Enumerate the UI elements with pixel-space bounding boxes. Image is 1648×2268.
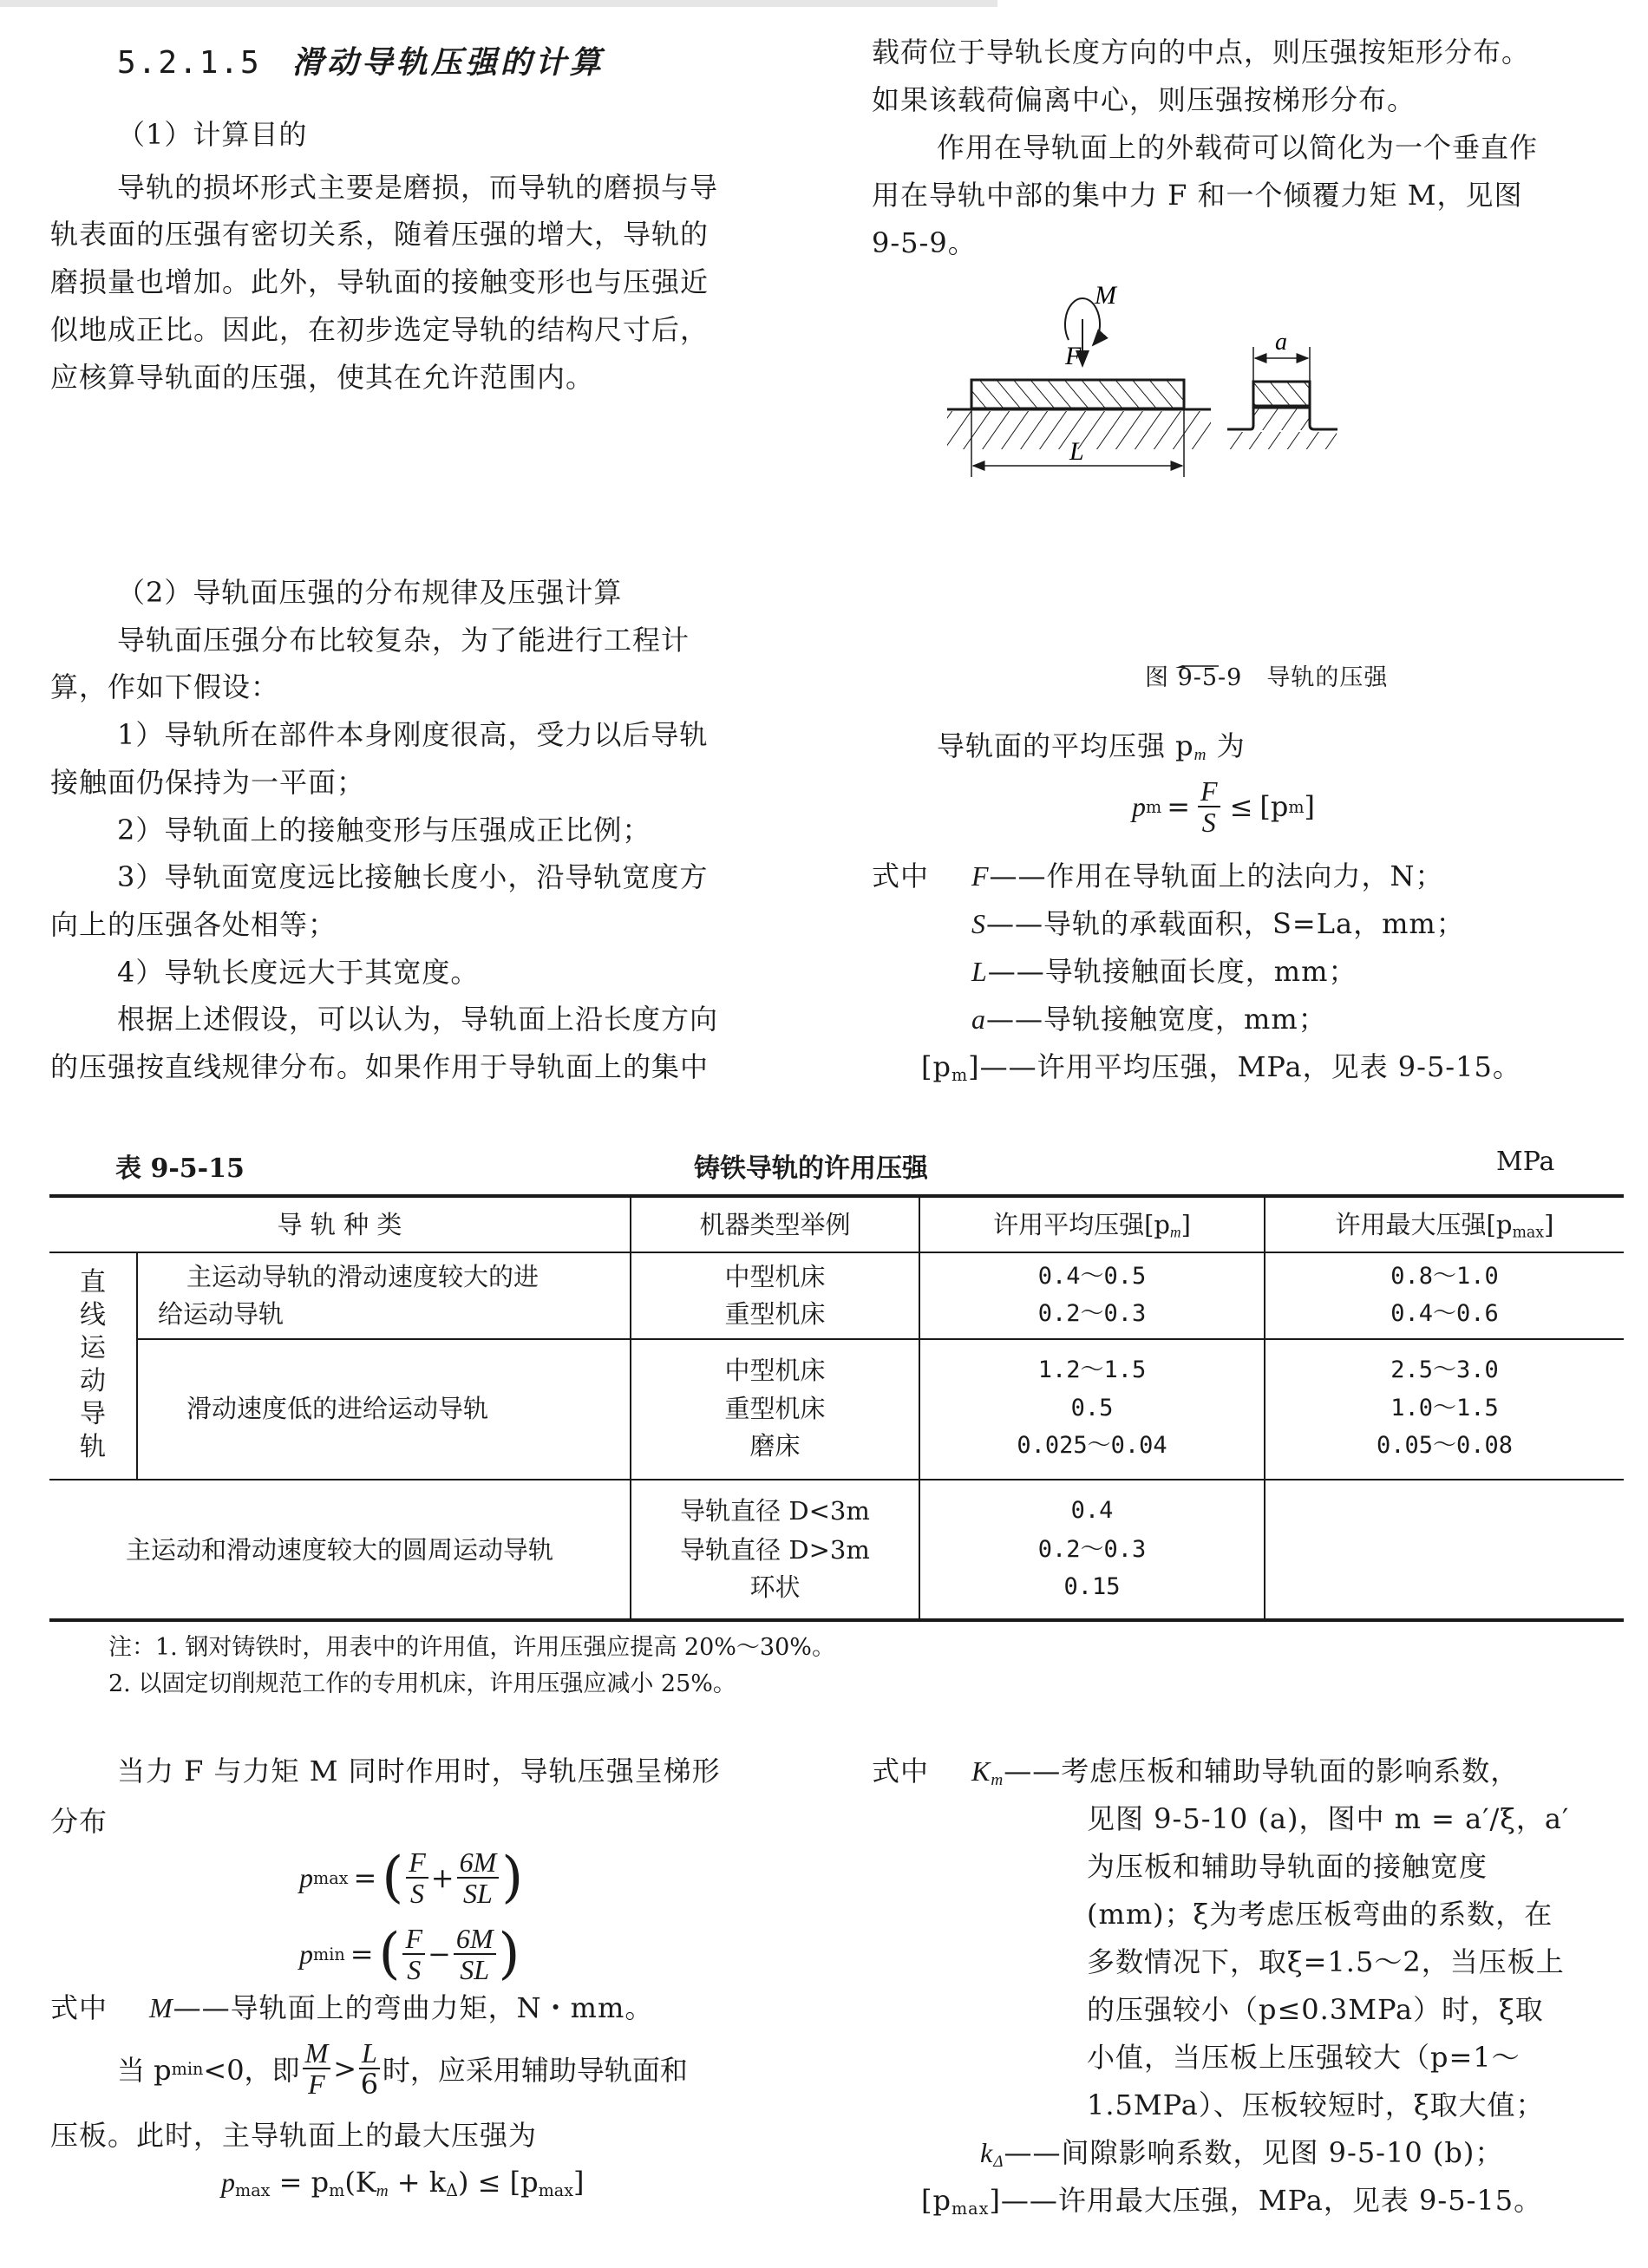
cond-post: 时，应采用辅助导轨面和 [382, 2054, 688, 2087]
f-lhs-sub: m [1146, 796, 1162, 817]
label-length: L [1069, 437, 1084, 466]
def-sym-sub: max [951, 2198, 990, 2219]
scan-edge-bar [0, 0, 997, 7]
row2-machine: 中型机床 [724, 1356, 826, 1385]
frac-den: F [308, 2069, 325, 2100]
assumption-1-cont: 接触面仍保持为一平面； [50, 766, 366, 799]
frac-num: 6M [457, 1847, 500, 1879]
row2-pmax: 0.05～0.08 [1376, 1432, 1514, 1459]
def-text: ——导轨面上的弯曲力矩，N・mm。 [173, 1991, 654, 2024]
def-pmax [921, 2183, 1542, 2226]
header-guide-type: 导 轨 种 类 [277, 1210, 402, 1239]
para1-line: 似地成正比。因此，在初步选定导轨的结构尺寸后， [50, 313, 710, 346]
frac-den: S [410, 1878, 425, 1909]
row2-machine: 磨床 [749, 1431, 801, 1461]
label-moment: M [1095, 281, 1116, 310]
def-Km-cont: (mm)；ξ为考虑压板弯曲的系数，在 [1087, 1898, 1553, 1931]
avg-intro-end: 为 [1207, 729, 1246, 762]
def-sym-sub: m [991, 1770, 1004, 1789]
frac-num: M [303, 2038, 331, 2069]
def-Km-cont: 小值，当压板上压强较大（p=1～ [1087, 2041, 1520, 2074]
where-label: 式中 [872, 859, 930, 892]
para-cont-line: 载荷位于导轨长度方向的中点，则压强按矩形分布。 [872, 36, 1531, 69]
cond-mid: <0，即 [203, 2054, 300, 2087]
trap-intro: 当力 F 与力矩 M 同时作用时，导轨压强呈梯形 [117, 1755, 721, 1788]
para2-line: 算，作如下假设： [50, 670, 280, 703]
rail-body [971, 380, 1184, 409]
ff-d-sub: Δ [446, 2180, 458, 2200]
table-note-1: 注：1. 钢对铸铁时，用表中的许用值，许用压强应提高 20%～30%。 [108, 1634, 835, 1661]
where-label-Km: 式中 [872, 1755, 930, 1788]
row3-pm: 0.2～0.3 [1037, 1536, 1147, 1563]
frac-den: S [407, 1954, 422, 1985]
def-text: ——许用最大压强，MPa，见表 9-5-15。 [1000, 2184, 1543, 2217]
avg-intro-sub: m [1193, 745, 1207, 764]
fraction-M-F [303, 2038, 331, 2099]
frac-num: F [406, 1847, 428, 1879]
fraction [454, 1924, 496, 1984]
def-text: ——导轨接触宽度，mm； [986, 1003, 1327, 1036]
row3-pm: 0.4 [1070, 1497, 1114, 1524]
def-text: ——导轨接触面长度，mm； [987, 955, 1357, 988]
frac-num: F [1198, 776, 1220, 807]
ff-c-sub: m [376, 2181, 389, 2200]
def-text: ——许用平均压强，MPa，见表 9-5-15。 [979, 1050, 1521, 1083]
def-sym-end: ] [968, 1050, 980, 1083]
section-number: 5.2.1.5 [117, 45, 261, 81]
para3-line: 根据上述假设，可以认为，导轨面上沿长度方向 [117, 1003, 719, 1036]
row1-machine: 中型机床 [724, 1262, 826, 1291]
frac-num: 6M [454, 1924, 496, 1955]
row2-type: 滑动速度低的进给运动导轨 [186, 1394, 489, 1423]
formula-pm: p m = $\frac{F}{S}$ ≤ [p m ] [1132, 775, 1316, 838]
frac-num: F [402, 1924, 425, 1955]
cond-pre-sub: min [171, 2058, 204, 2079]
condition-line [117, 2038, 688, 2099]
ff-f: ] [573, 2166, 585, 2199]
subheading-purpose: （1）计算目的 [117, 118, 308, 151]
header-max-pressure: 许用最大压强$[p_{max}]$ [1335, 1210, 1554, 1242]
def-sym: a [971, 1003, 986, 1035]
f-op: − [428, 1938, 451, 1971]
table-title: 铸铁导轨的许用压强 [694, 1154, 928, 1184]
para1-line: 轨表面的压强有密切关系，随着压强的增大，导轨的 [50, 218, 710, 251]
frac-den: SL [463, 1878, 493, 1909]
header-text: 许用平均压强[p [993, 1210, 1170, 1239]
def-Km-cont: 为压板和辅助导轨面的接触宽度 [1087, 1850, 1488, 1883]
row2-pmax: 1.0～1.5 [1390, 1395, 1499, 1422]
ff-a: p [221, 2167, 235, 2198]
table-number: 表 9-5-15 [115, 1154, 245, 1184]
row2-machine: 重型机床 [724, 1394, 826, 1423]
fraction [457, 1847, 500, 1908]
ff-a-sub: max [235, 2180, 271, 2200]
assumption-1: 1）导轨所在部件本身刚度很高，受力以后导轨 [117, 718, 709, 751]
formula-pmin: p min = ( $\frac{F}{S}$ − $\frac{6M}{SL}$ ) [299, 1922, 520, 1986]
header-text: 许用最大压强[p [1335, 1210, 1513, 1239]
table-bottom-rule [49, 1618, 1624, 1622]
def-sym: L [971, 956, 988, 987]
row3-type: 主运动和滑动速度较大的圆周运动导轨 [125, 1535, 553, 1565]
figure-guide-pressure [937, 269, 1648, 668]
ff-b: = p [270, 2166, 330, 2199]
f-lhs: p [1132, 790, 1146, 822]
def-text: ——导轨的承载面积，S=La，mm； [986, 907, 1465, 940]
def-Km-cont: 1.5MPa）、压板较短时，ξ取大值； [1087, 2088, 1545, 2121]
para-cont-line: 如果该载荷偏离中心，则压强按梯形分布。 [872, 83, 1416, 116]
def-sym: M [149, 1992, 173, 2023]
def-text: ——作用在导轨面上的法向力，N； [989, 859, 1444, 892]
section-title: 滑动导轨压强的计算 [291, 44, 605, 81]
ff-e: ) ≤ [p [457, 2166, 539, 2199]
def-a [971, 1002, 1327, 1036]
def-sym: F [971, 860, 990, 892]
def-sym: k [980, 2137, 994, 2168]
f-rhs-sub: m [1288, 796, 1305, 817]
def-kdelta [980, 2135, 1503, 2180]
table-row-rule [49, 1479, 1624, 1480]
row3-machine: 环状 [749, 1572, 801, 1602]
frac-num: L [359, 2038, 380, 2069]
cond-gt: > [333, 2052, 357, 2085]
def-Km-cont: 见图 9-5-10 (a)，图中 m = a′/ξ，a′ [1087, 1802, 1570, 1835]
label-width: a [1275, 329, 1287, 356]
row2-pm: 0.5 [1070, 1395, 1114, 1422]
f-lhs: p [299, 1938, 313, 1970]
f-lhs-sub: max [313, 1867, 349, 1888]
def-Km [971, 1754, 1519, 1798]
subheading-distribution: （2）导轨面压强的分布规律及压强计算 [117, 576, 623, 609]
formula-pmax: p max = ( $\frac{F}{S}$ + $\frac{6M}{SL}$ ) [299, 1846, 524, 1910]
cond-line-2: 压板。此时，主导轨面上的最大压强为 [50, 2119, 538, 2152]
para1-line: 导轨的损坏形式主要是磨损，而导轨的磨损与导 [117, 171, 719, 204]
header-avg-pressure: 许用平均压强$[p_m]$ [993, 1210, 1191, 1241]
formula-final [221, 2166, 585, 2201]
def-sym: [p [921, 1050, 952, 1083]
frac-den: SL [460, 1954, 490, 1985]
def-sym-end: ] [989, 2184, 1001, 2217]
def-sym: K [971, 1755, 991, 1787]
table-top-rule [49, 1194, 1624, 1198]
def-sym: S [971, 908, 986, 939]
row3-machine: 导轨直径 D>3m [680, 1535, 870, 1565]
para-load-line: 用在导轨中部的集中力 F 和一个倾覆力矩 M，见图 [872, 179, 1523, 212]
def-sym-sub: Δ [993, 2152, 1004, 2171]
row1-pmax: 0.8～1.0 [1390, 1263, 1499, 1290]
frac-den: 6 [360, 2068, 379, 2101]
assumption-4: 4）导轨长度远大于其宽度。 [117, 956, 480, 989]
assumption-3-cont: 向上的压强各处相等； [50, 908, 337, 941]
para2-line: 导轨面压强分布比较复杂，为了能进行工程计 [117, 624, 690, 657]
row2-pmax: 2.5～3.0 [1390, 1356, 1499, 1383]
assumption-3: 3）导轨面宽度远比接触长度小，沿导轨宽度方 [117, 860, 709, 893]
def-F [971, 859, 1444, 893]
para1-line: 磨损量也增加。此外，导轨面的接触变形也与压强近 [50, 265, 710, 298]
table-col-rule [136, 1253, 138, 1479]
f-rhs-end: ] [1304, 790, 1316, 823]
group-label-linear: 直线运动导轨 [80, 1267, 106, 1462]
table-note-2: 2. 以固定切削规范工作的专用机床，许用压强应减小 25%。 [108, 1670, 736, 1697]
def-L [971, 954, 1357, 989]
row1-pm: 0.4～0.5 [1037, 1263, 1147, 1290]
section-heading [117, 43, 605, 82]
trap-intro-cont: 分布 [50, 1805, 108, 1838]
def-S [971, 906, 1465, 941]
row1-pmax: 0.4～0.6 [1390, 1300, 1499, 1327]
row2-pm: 0.025～0.04 [1017, 1432, 1167, 1459]
row1-pm: 0.2～0.3 [1037, 1300, 1147, 1327]
cross-section-rail [1253, 382, 1310, 408]
header-sub: m [1170, 1223, 1181, 1241]
header-sub: max [1512, 1224, 1545, 1242]
f-rel: ≤ [1229, 790, 1253, 823]
para3-line: 的压强按直线规律分布。如果作用于导轨面上的集中 [50, 1050, 710, 1083]
def-sym: [p [921, 2184, 952, 2217]
label-force: F [1065, 342, 1082, 370]
row3-pm: 0.15 [1063, 1573, 1121, 1600]
def-Km-cont: 的压强较小（p≤0.3MPa）时，ξ取 [1087, 1993, 1544, 2026]
f-op: + [430, 1861, 455, 1894]
def-Km-cont: 多数情况下，取ξ=1.5～2，当压板上 [1087, 1945, 1565, 1978]
para1-line: 应核算导轨面的压强，使其在允许范围内。 [50, 361, 595, 394]
ff-e-sub: max [538, 2180, 574, 2200]
avg-intro-text: 导轨面的平均压强 p [937, 729, 1194, 762]
fraction [402, 1924, 425, 1984]
def-text: ——考虑压板和辅助导轨面的影响系数， [1004, 1755, 1520, 1788]
row1-type: 主运动导轨的滑动速度较大的进 [186, 1262, 540, 1291]
header-machine-type: 机器类型举例 [699, 1210, 851, 1239]
fraction [406, 1847, 428, 1908]
avg-pressure-intro [937, 729, 1246, 773]
para-load-line: 9-5-9。 [872, 226, 977, 259]
assumption-2: 2）导轨面上的接触变形与压强成正比例； [117, 814, 651, 846]
def-text: ——间隙影响系数，见图 9-5-10 (b)； [1004, 2136, 1504, 2169]
f-rhs: [p [1259, 790, 1289, 823]
frac-den: S [1201, 807, 1216, 838]
row1-machine: 重型机床 [724, 1299, 826, 1329]
row3-machine: 导轨直径 D<3m [680, 1496, 870, 1526]
ff-d: + k [388, 2166, 447, 2199]
table-row-rule [136, 1338, 1624, 1340]
f-lhs-sub: min [313, 1944, 345, 1964]
cond-pre: 当 p [117, 2054, 172, 2087]
def-M [149, 1990, 653, 2025]
row1-type-cont: 给运动导轨 [158, 1299, 284, 1329]
def-sym-sub: m [951, 1064, 969, 1085]
fraction-F-S [1198, 776, 1220, 837]
def-pm [921, 1049, 1521, 1093]
ff-c: (K [344, 2166, 376, 2199]
para-load-line: 作用在导轨面上的外载荷可以简化为一个垂直作 [937, 131, 1539, 164]
table-unit: MPa [1496, 1147, 1555, 1177]
fraction-L-6 [359, 2038, 380, 2099]
f-lhs: p [299, 1861, 313, 1893]
where-label-M: 式中 [50, 1991, 108, 2024]
figure-caption: 图 9-5-9 导轨的压强 [1145, 664, 1389, 691]
ff-b-sub: m [329, 2180, 345, 2200]
row2-pm: 1.2～1.5 [1037, 1356, 1147, 1383]
